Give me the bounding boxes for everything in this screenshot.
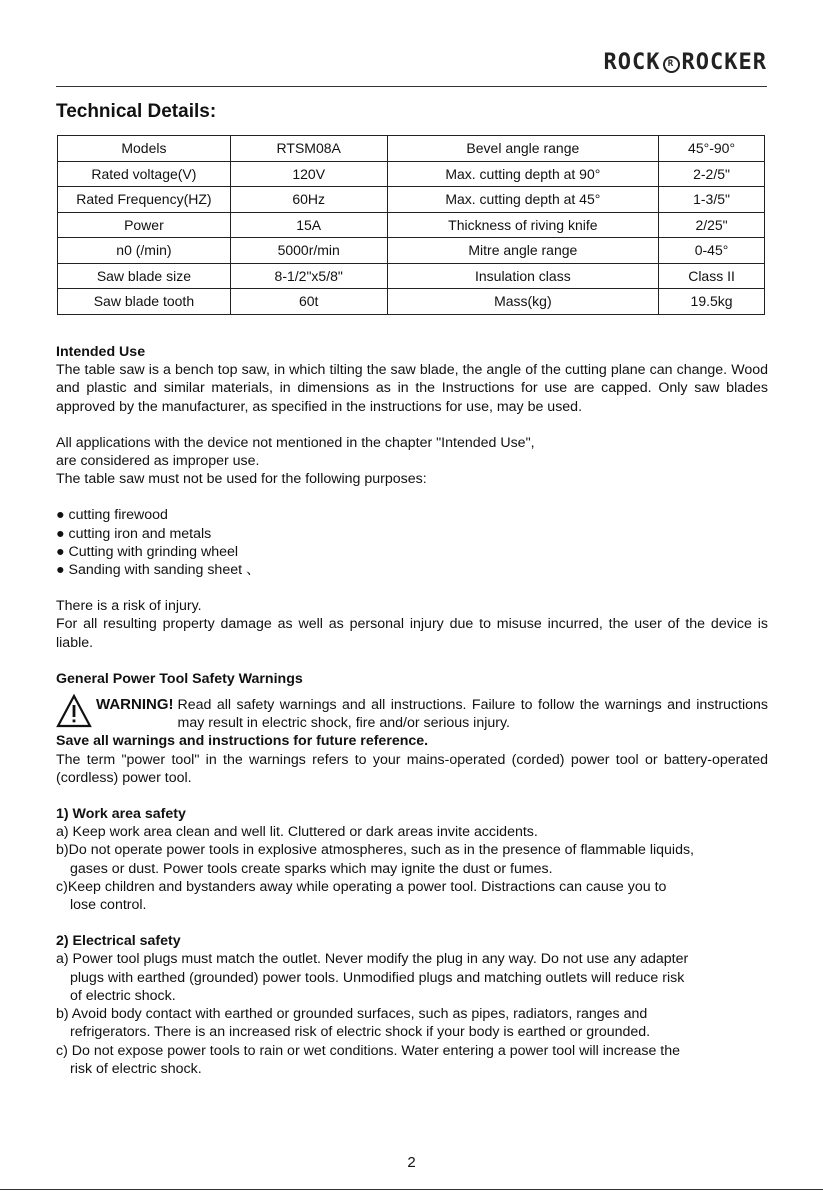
table-cell: 2/25" bbox=[659, 212, 765, 238]
brand-mark: R bbox=[663, 56, 680, 73]
table-row bbox=[58, 136, 765, 162]
table-cell: 60t bbox=[230, 289, 387, 315]
list-item: ● cutting firewood bbox=[56, 507, 168, 524]
warning-text: Read all safety warnings and all instructions. Failure to follow the warnings and instructions may result in electric shock, fire and/or serious injury. bbox=[177, 697, 768, 732]
table-cell: Mass(kg) bbox=[387, 289, 659, 315]
electrical-item-a-cont: of electric shock. bbox=[70, 987, 176, 1004]
electrical-item-c: c) Do not expose power tools to rain or wet conditions. Water entering a power tool will increase the bbox=[56, 1042, 681, 1059]
brand-left: ROCK bbox=[603, 50, 661, 75]
table-cell: 120V bbox=[230, 161, 387, 187]
work-area-item-a: a) Keep work area clean and well lit. Cluttered or dark areas invite accidents. bbox=[56, 824, 538, 841]
table-cell: Max. cutting depth at 45° bbox=[387, 187, 659, 213]
brand-right: ROCKER bbox=[681, 50, 767, 75]
table-row bbox=[58, 289, 765, 315]
warning-triangle-icon bbox=[56, 694, 92, 728]
page-title: Technical Details: bbox=[56, 101, 217, 122]
table-cell: RTSM08A bbox=[230, 136, 387, 162]
electrical-item-b: b) Avoid body contact with earthed or grounded surfaces, such as pipes, radiators, ranges and bbox=[56, 1006, 648, 1023]
work-area-heading: 1) Work area safety bbox=[56, 806, 186, 823]
specs-table bbox=[57, 135, 765, 315]
improper-use-line: All applications with the device not mentioned in the chapter "Intended Use", bbox=[56, 434, 535, 451]
warning-block bbox=[56, 694, 768, 732]
table-cell: n0 (/min) bbox=[58, 238, 231, 264]
electrical-item-b-cont: refrigerators. There is an increased risk of electric shock if your body is earthed or grounded. bbox=[70, 1024, 651, 1041]
table-cell: 15A bbox=[230, 212, 387, 238]
electrical-item-c-cont: risk of electric shock. bbox=[70, 1060, 202, 1077]
table-cell: Bevel angle range bbox=[387, 136, 659, 162]
electrical-heading: 2) Electrical safety bbox=[56, 933, 181, 950]
intended-use-heading: Intended Use bbox=[56, 344, 146, 360]
table-cell: 45°-90° bbox=[659, 136, 765, 162]
table-cell: 60Hz bbox=[230, 187, 387, 213]
table-cell: Power bbox=[58, 212, 231, 238]
list-item: ● cutting iron and metals bbox=[56, 525, 212, 542]
intended-use-paragraph: The table saw is a bench top saw, in which tilting the saw blade, the angle of the cutting plane can change. Wood and plastic and similar materials, in dimensions as in the Instructions for use are capped. Only saw blades approved by the manufacturer, as specified in the instructions for use, may be used. bbox=[56, 362, 768, 415]
footer-rule bbox=[0, 1189, 823, 1190]
table-row bbox=[58, 212, 765, 238]
table-cell: Class II bbox=[659, 263, 765, 289]
page-number: 2 bbox=[407, 1154, 416, 1171]
table-row bbox=[58, 187, 765, 213]
work-area-item-c: c)Keep children and bystanders away while operating a power tool. Distractions can cause you to bbox=[56, 878, 667, 895]
table-cell: 0-45° bbox=[659, 238, 765, 264]
table-row bbox=[58, 238, 765, 264]
table-cell: 5000r/min bbox=[230, 238, 387, 264]
table-cell: Thickness of riving knife bbox=[387, 212, 659, 238]
table-cell: Mitre angle range bbox=[387, 238, 659, 264]
table-cell: Max. cutting depth at 90° bbox=[387, 161, 659, 187]
brand-logo bbox=[604, 50, 767, 75]
work-area-item-c-cont: lose control. bbox=[70, 897, 147, 914]
improper-use-line: are considered as improper use. bbox=[56, 453, 260, 470]
table-cell: Models bbox=[58, 136, 231, 162]
table-cell: 1-3/5" bbox=[659, 187, 765, 213]
body-text bbox=[56, 343, 768, 1078]
table-row bbox=[58, 161, 765, 187]
list-item: ● Sanding with sanding sheet 、 bbox=[56, 562, 261, 579]
electrical-item-a-cont: plugs with earthed (grounded) power tools. Unmodified plugs and matching outlets will reduce risk bbox=[70, 969, 685, 986]
liability-paragraph: For all resulting property damage as well as personal injury due to misuse incurred, the user of the device is liable. bbox=[56, 616, 768, 651]
electrical-item-a: a) Power tool plugs must match the outlet. Never modify the plug in any way. Do not use any adapter bbox=[56, 951, 689, 968]
table-cell: Saw blade tooth bbox=[58, 289, 231, 315]
table-cell: Saw blade size bbox=[58, 263, 231, 289]
table-cell: 2-2/5" bbox=[659, 161, 765, 187]
warning-label: WARNING! bbox=[96, 696, 174, 714]
table-cell: Rated voltage(V) bbox=[58, 161, 231, 187]
list-item: ● Cutting with grinding wheel bbox=[56, 543, 239, 560]
header-rule bbox=[56, 86, 767, 87]
improper-use-line: The table saw must not be used for the following purposes: bbox=[56, 471, 427, 488]
work-area-item-b: b)Do not operate power tools in explosive atmospheres, such as in the presence of flammable liquids, bbox=[56, 842, 694, 859]
table-cell: Insulation class bbox=[387, 263, 659, 289]
table-cell: 8-1/2"x5/8" bbox=[230, 263, 387, 289]
risk-line: There is a risk of injury. bbox=[56, 598, 202, 615]
save-instructions-line: Save all warnings and instructions for future reference. bbox=[56, 733, 429, 750]
table-cell: 19.5kg bbox=[659, 289, 765, 315]
table-cell: Rated Frequency(HZ) bbox=[58, 187, 231, 213]
general-safety-heading: General Power Tool Safety Warnings bbox=[56, 670, 303, 687]
power-tool-term-paragraph: The term "power tool" in the warnings refers to your mains-operated (corded) power tool or battery-operated (cordless) power tool. bbox=[56, 751, 768, 786]
work-area-item-b-cont: gases or dust. Power tools create sparks which may ignite the dust or fumes. bbox=[70, 860, 553, 877]
table-row bbox=[58, 263, 765, 289]
